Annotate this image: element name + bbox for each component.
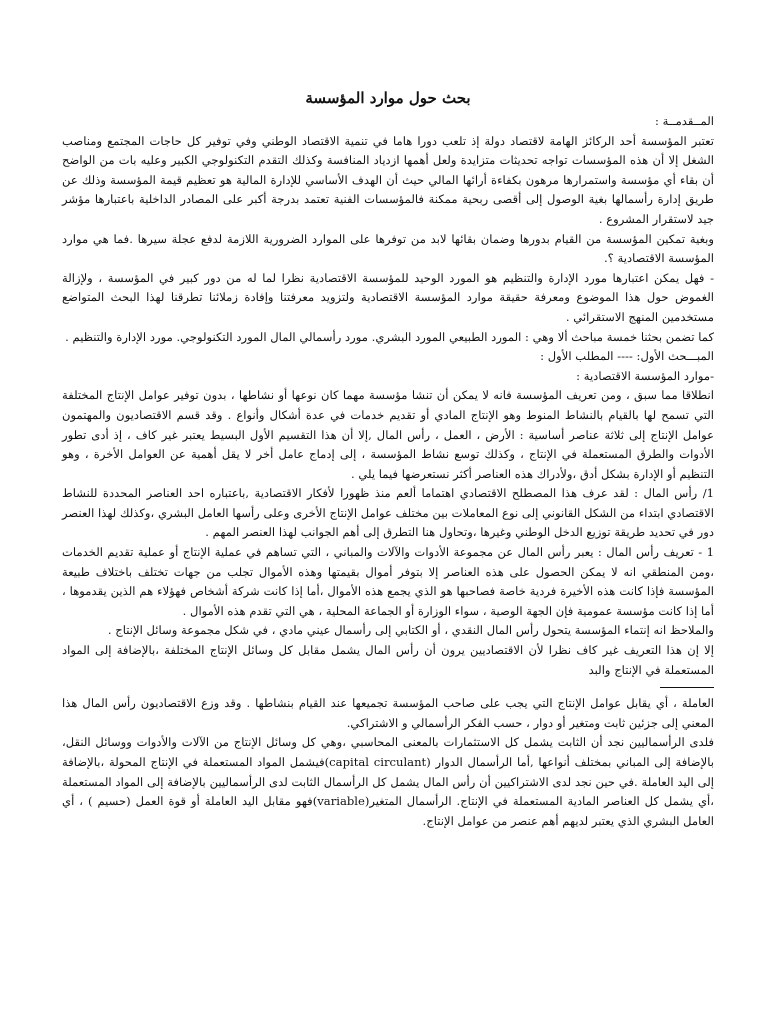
intro-heading: المــقدمــة : (654, 114, 714, 128)
paragraph: إلا إن هذا التعريف غير كاف نظرا لأن الاقتصاديين يرون أن رأس المال يشمل مقابل كل وسائل الإنتاج المختلفة ،بالإضافة إلى المواد المستعملة في الإنتاج والبد (62, 643, 714, 677)
document-body (62, 112, 714, 831)
subsection-heading: -موارد المؤسسة الاقتصادية : (576, 368, 714, 383)
paragraph: انطلاقا مما سبق ، ومن تعريف المؤسسة فانه لا يمكن أن تنشا مؤسسة مهما كان نوعها أو نشاطها ، بدون توفير عوامل الإنتاج المختلفة التي تسمح لها بالقيام بالنشاط المنوط وهو الإنتاج المادي أو تقديم خدمات في عدة أشكال وأنواع . وقد قسم الاقتصاديون والمهتمون عوامل الإنتاج إلى ثلاثة عناصر أساسية : الأرض ، العمل ، رأس المال ,إلا أن هذا التقسيم الأول البسيط يعتبر غير كاف ، إذ أدى تطور الأدوات والطرق المستعملة في الإنتاج ، وكذلك توسع نشاط المؤسسة ، إلى إدماج عامل أخر لا يقل أهمية عن العوامل الأخرة ، وهو التنظيم أو الإدارة بشكل أدق ،ولأدراك هذه العناصر أكثر نستعرضها فيما يلي . (62, 388, 715, 481)
section-heading: المبـــحث الأول: ---- المطلب الأول : (540, 349, 714, 364)
paragraph: والملاحظ انه إنتماء المؤسسة يتحول رأس المال النقدي ، أو الكتابي إلى رأسمال عيني مادي ، في شكل مجموعة وسائل الإنتاج . (107, 623, 714, 638)
paragraph: تعتبر المؤسسة أحد الركائز الهامة لاقتصاد دولة إذ تلعب دورا هاما في تنمية الاقتصاد الوطني وفي توفير كل حاجات المجتمع ومناصب الشغل إلا أن هذه المؤسسات تواجه تحديثات متزايدة ولعل أهمها ازدياد المنافسة وكذلك التقدم التكنولوجي الكبير وعليه بات من الواضح أن بقاء أي مؤسسة واستمرارها مرهون بكفاءة أرائها المالي حيث أن الهدف الأساسي للإدارة المالية هو تعظيم قيمة المؤسسة وذلك عن طريق إدارة رأسمالها بغية الوصول إلى أقصى ربحية ممكنة فالمؤسسات الفنية تعتمد بدرجة أكبر على المصادر الداخلية باعتبارها مؤشر جيد لاستقرار المشروع . (62, 133, 714, 226)
paragraph: كما تضمن بحثنا خمسة مباحث ألا وهي : المورد الطبيعي المورد البشري. مورد رأسمالي المال المورد التكنولوجي. مورد الإدارة والتنظيم . (65, 329, 714, 344)
paragraph: 1 - تعريف رأس المال : يعبر رأس المال عن مجموعة الأدوات والآلات والمباني ، التي تساهم في عملية الإنتاج أو عملية تقديم الخدمات ،ومن المنطقي انه لا يمكن الحصول على هذه العناصر إلا بتوفر أموال بقيمتها وهذه الأموال تجلب من جهات تختلف باختلاف طبيعة المؤسسة فإذا كانت هذه الأخيرة فردية خاصة فصاحبها هو الذي يجمع هذه الأموال ،أما إذا كانت شركة أشخاص فهؤلاء هم الذين يقدموها ، أما إذا كانت مؤسسة عمومية فإن الجهة الوصية ، سواء الوزارة أو الجماعة المحلية ، هي التي تقدم هذه الأموال . (62, 545, 714, 618)
paragraph: فلدى الرأسماليين نجد أن الثابت يشمل كل الاستثمارات بالمعنى المحاسبي ،وهي كل وسائل الإنتاج من الآلات والأدوات ووسائل النقل، بالإضافة إلى المباني بمختلف أنواعها ,أما الرأسمال الدوار (capital circulant)فيشمل المواد المستعملة في الإنتاج المحولة ،بالإضافة إلى اليد العاملة .في حين نجد لدى الاشتراكيين أن رأس المال يشمل كل الرأسمال الثابت لدى الرأسماليين بالإضافة إلى المواد المستعملة ،أي يشمل كل العناصر المادية المستعملة في الإنتاج. الرأسمال المتغير(variable)فهو مقابل اليد العاملة أو قوة العمل (حسيم ) ، أي العامل البشري الذي يعتبر لديهم أهم عنصر من عوامل الإنتاج. (62, 735, 714, 828)
document-title: بحث حول موارد المؤسسة (305, 89, 471, 107)
paragraph: 1/ رأس المال : لقد عرف هذا المصطلح الاقتصادي اهتماما ألعم منذ ظهورا لأفكار الاقتصادية ,باعتباره احد العناصر المحددة للنشاط الاقتصادي ابتداء من الشكل القانوني إلى نوع المعاملات بين مختلف عوامل الإنتاج الأخرى وعلى رأسها العامل البشري ،وكذلك لهذا العنصر دور في تحديد طريقة توزيع الدخل الوطني وغيرها ،وتحاول هنا التطرق إلى أهم الجوانب لهذا العنصر المهم . (62, 486, 714, 540)
paragraph: - فهل يمكن اعتبارها مورد الإدارة والتنظيم هو المورد الوحيد للمؤسسة الاقتصادية نظرا لما له من دور كبير في المؤسسة ، ولإزالة الغموض حول هذا الموضوع ومعرفة حقيقة موارد المؤسسة الاقتصادية ولتزويد معرفتنا وإفادة زملائنا تطرقنا لهذا البحث المتواضع مستخدمين المنهج الاستقرائي . (62, 270, 714, 324)
paragraph: العاملة ، أي يقابل عوامل الإنتاج التي يجب على صاحب المؤسسة تجميعها عند القيام بنشاطها . وقد وزع الاقتصاديون رأس المال هذا المعني إلى جزئين ثابت ومتغير أو دوار ، حسب الفكر الرأسمالي و الاشتراكي. (62, 696, 714, 730)
footnote-separator (660, 687, 714, 688)
paragraph: وبغية تمكين المؤسسة من القيام بدورها وضمان بقائها لابد من توفرها على الموارد الضرورية اللازمة لدفع عجلة سيرها .فما هي موارد المؤسسة الاقتصادية ؟. (62, 231, 714, 266)
